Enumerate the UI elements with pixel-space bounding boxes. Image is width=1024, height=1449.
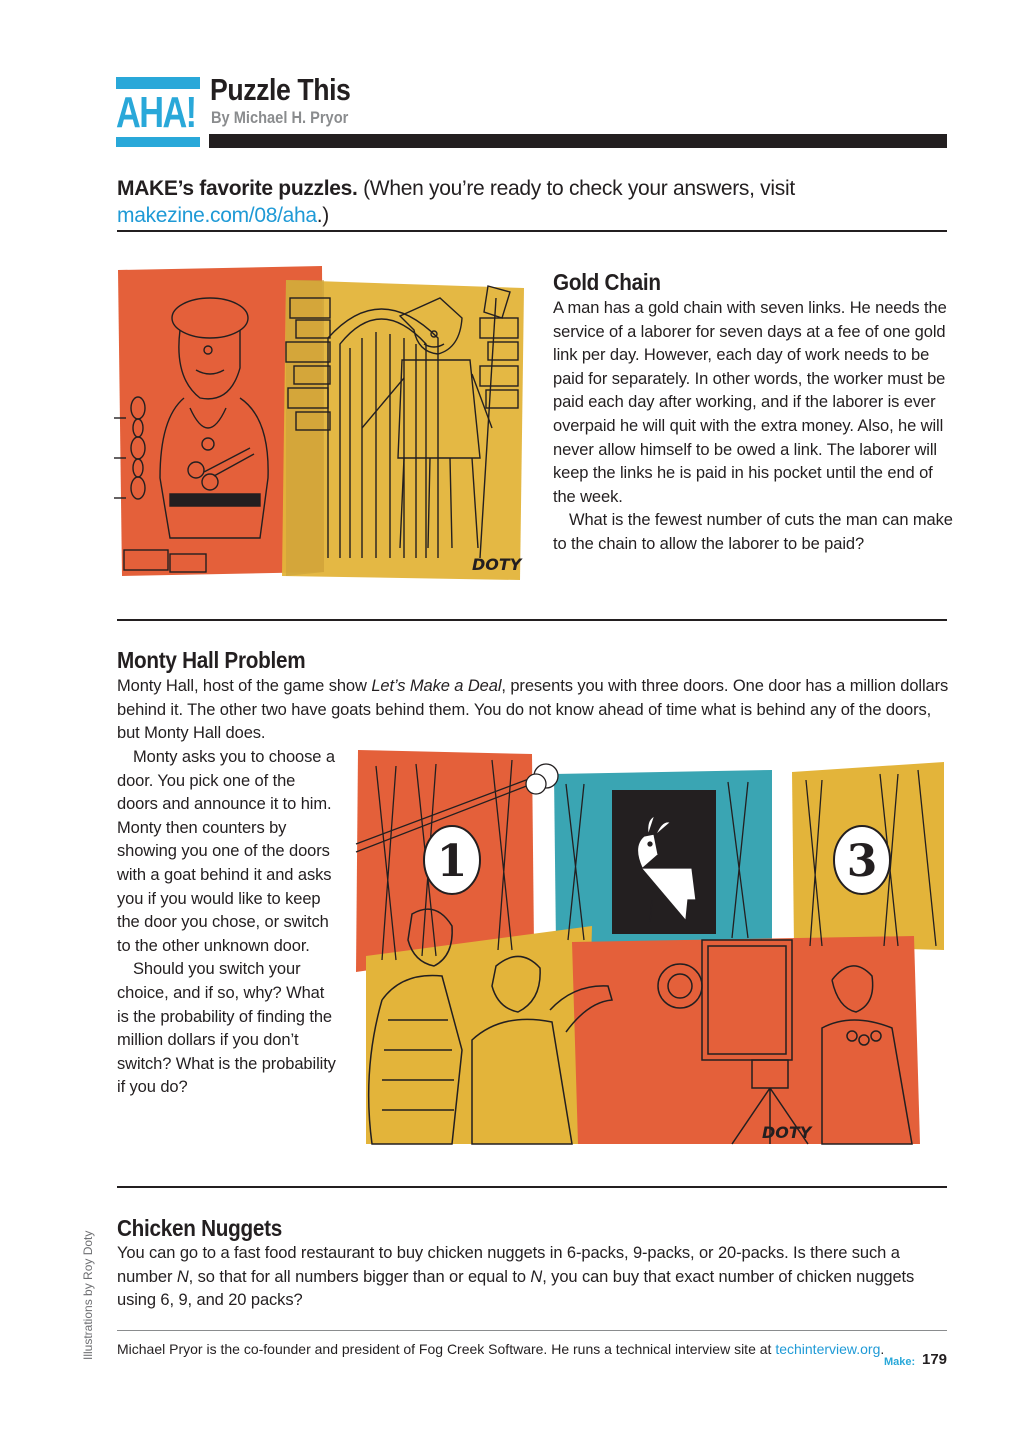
monty-hall-heading: Monty Hall Problem bbox=[117, 647, 306, 673]
monty-hall-signature: DOTY bbox=[762, 1123, 812, 1142]
variable-n: N bbox=[176, 1267, 189, 1286]
variable-n: N bbox=[530, 1267, 543, 1286]
logo-text: AHA! bbox=[116, 88, 196, 137]
intro-text: (When you’re ready to check your answers, visit bbox=[357, 177, 795, 200]
aha-logo bbox=[116, 77, 200, 147]
author-bio-end: . bbox=[880, 1341, 885, 1357]
intro-text-end: .) bbox=[316, 204, 329, 227]
byline: By Michael H. Pryor bbox=[211, 108, 349, 127]
door-3-number: 3 bbox=[846, 836, 878, 887]
magazine-brand: Make: bbox=[884, 1356, 916, 1368]
chicken-text: You can go to a fast food restaurant to buy chicken nuggets in 6-packs, 9-packs, or 20-packs. Is there such a number bbox=[117, 1244, 900, 1286]
door-1-number: 1 bbox=[436, 836, 468, 887]
monty-intro-text: Monty Hall, host of the game show bbox=[117, 677, 372, 695]
author-site-link[interactable]: techinterview.org bbox=[775, 1341, 881, 1357]
monty-hall-illustration bbox=[352, 750, 949, 1145]
section-divider bbox=[117, 619, 947, 621]
intro-link[interactable]: makezine.com/08/aha bbox=[117, 204, 317, 227]
intro-lead: MAKE’s favorite puzzles. bbox=[117, 177, 358, 200]
monty-hall-side-text bbox=[117, 746, 337, 1100]
page-number: 179 bbox=[922, 1351, 948, 1368]
illustration-credit: Illustrations by Roy Doty bbox=[81, 1230, 95, 1360]
monty-paragraph: Monty asks you to choose a door. You pick one of the doors and announce it to him. Monty then counters by showing you one of the doors with a goat behind it and asks you if you would like to keep the door you chose, or switch to the other unknown door. bbox=[117, 748, 335, 955]
header-rule bbox=[209, 134, 947, 148]
section-divider bbox=[117, 1186, 947, 1188]
gold-chain-question: What is the fewest number of cuts the man can make to the chain to allow the laborer to be paid? bbox=[553, 511, 953, 553]
gold-chain-paragraph: A man has a gold chain with seven links. He needs the service of a laborer for seven days at a fee of one gold link per day. However, each day of work needs to be paid for separately. In other words, the worker must be paid each day after working, and if the laborer is ever overpaid he will quit with the extra money. Also, he will never allow himself to be owed a link. The laborer will keep the links he is paid in his pocket until the end of the week. bbox=[553, 299, 947, 506]
logo-bar-bottom bbox=[116, 137, 200, 147]
show-title: Let’s Make a Deal bbox=[371, 677, 502, 695]
page-title: Puzzle This bbox=[210, 72, 351, 107]
gold-chain-body bbox=[553, 297, 953, 557]
intro bbox=[117, 175, 947, 229]
monty-question: Should you switch your choice, and if so, why? What is the probability of finding the million dollars if you don’t switch? What is the probability if you do? bbox=[117, 960, 336, 1097]
chicken-text: , so that for all numbers bigger than or equal to bbox=[188, 1267, 531, 1286]
monty-intro-text-end: , presents you with three doors. One door has a million dollars behind it. The other two have goats behind them. You do not know ahead of time what is behind any of the doors, but Monty Hall does. bbox=[117, 677, 949, 743]
monty-hall-intro bbox=[117, 675, 957, 746]
gold-chain-illustration bbox=[100, 258, 530, 590]
section-divider bbox=[117, 230, 947, 232]
chicken-text: , you can buy that exact number of chicken nuggets using 6, 9, and 20 packs? bbox=[117, 1267, 915, 1310]
footer-divider bbox=[117, 1330, 947, 1331]
chicken-nuggets-heading: Chicken Nuggets bbox=[117, 1215, 283, 1241]
author-bio-text: Michael Pryor is the co-founder and president of Fog Creek Software. He runs a technical interview site at bbox=[117, 1341, 776, 1357]
gold-chain-signature: DOTY bbox=[472, 555, 522, 574]
author-bio bbox=[117, 1339, 884, 1359]
chicken-nuggets-body bbox=[117, 1242, 957, 1313]
gold-chain-heading: Gold Chain bbox=[553, 269, 661, 295]
